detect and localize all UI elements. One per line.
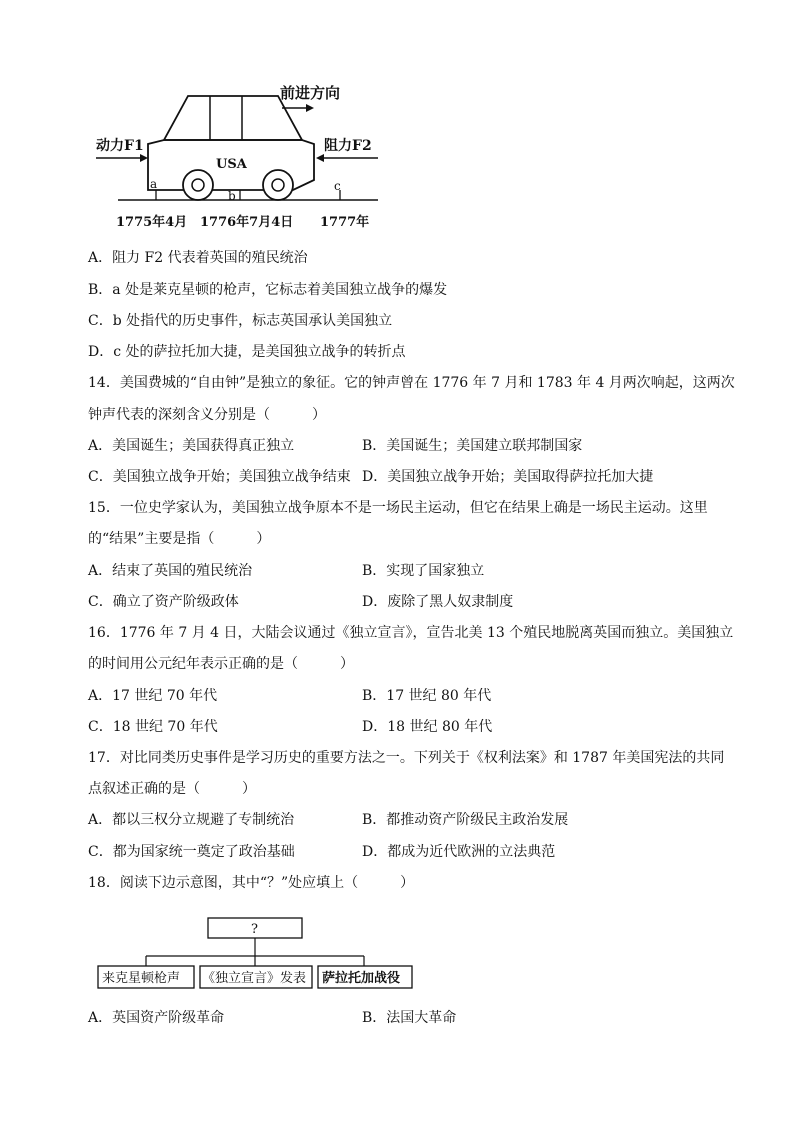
date-b-label: 1776年7月4日 (200, 215, 294, 230)
q17-stem-line2: 点叙述正确的是（ ） (88, 781, 256, 797)
q15-stem-line1: 15．一位史学家认为，美国独立战争原本不是一场民主运动，但它在结果上确是一场民主运动。这里 (88, 500, 708, 516)
q13-option-d: D．c 处的萨拉托加大捷，是美国独立战争的转折点 (88, 344, 406, 360)
q17-option-a: A．都以三权分立规避了专制统治 (88, 812, 295, 828)
q14-option-a: A．美国诞生；美国获得真正独立 (88, 438, 295, 454)
q18-box-1-label: 来克星顿枪声 (102, 971, 181, 986)
q17-stem-line1: 17．对比同类历史事件是学习历史的重要方法之一。下列关于《权利法案》和 1787 年美国宪法的共同 (88, 750, 725, 766)
date-c-label: 1777年 (320, 215, 370, 230)
force-f2-label: 阻力F2 (324, 138, 372, 154)
point-a-label: a (150, 177, 158, 191)
car-roof (164, 96, 302, 140)
q16-stem-line2: 的时间用公元纪年表示正确的是（ ） (88, 656, 354, 672)
q18-stem: 18．阅读下边示意图，其中“？”处应填上（ ） (88, 875, 415, 891)
force-f1-label: 动力F1 (96, 138, 144, 154)
q17-option-b: B．都推动资产阶级民主政治发展 (362, 812, 569, 828)
q18-box-2-label: 《独立宣言》发表 (202, 971, 307, 986)
q14-option-c: C．美国独立战争开始；美国独立战争结束 (88, 469, 351, 485)
q14-stem-line2: 钟声代表的深刻含义分别是（ ） (88, 407, 326, 423)
q16-option-c: C．18 世纪 70 年代 (88, 719, 218, 735)
q15-stem-line2: 的“结果”主要是指（ ） (88, 531, 271, 547)
date-a-label: 1775年4月 (116, 215, 188, 230)
q18-diagram (96, 912, 426, 992)
q16-option-d: D．18 世纪 80 年代 (362, 719, 493, 735)
direction-label: 前进方向 (280, 84, 341, 102)
q14-option-b: B．美国诞生；美国建立联邦制国家 (362, 438, 583, 454)
q16-option-b: B．17 世纪 80 年代 (362, 688, 492, 704)
q15-option-c: C．确立了资产阶级政体 (88, 594, 239, 610)
q15-option-a: A．结束了英国的殖民统治 (88, 563, 253, 579)
point-b-label: b (228, 189, 236, 203)
q18-option-a: A．英国资产阶级革命 (88, 1010, 225, 1026)
q15-option-b: B．实现了国家独立 (362, 563, 485, 579)
q13-option-c: C．b 处指代的历史事件，标志英国承认美国独立 (88, 313, 393, 329)
q18-box-3-label: 萨拉托加战役 (322, 971, 401, 986)
q14-option-d: D．美国独立战争开始；美国取得萨拉托加大捷 (362, 469, 654, 485)
q16-stem-line1: 16．1776 年 7 月 4 日，大陆会议通过《独立宣言》，宣告北美 13 个殖民地脱离英国而独立。美国独立 (88, 625, 734, 641)
q17-option-c: C．都为国家统一奠定了政治基础 (88, 844, 295, 860)
q18-option-b: B．法国大革命 (362, 1010, 457, 1026)
q18-top-box-label: ? (251, 922, 258, 937)
point-c-label: c (334, 179, 341, 193)
car-force-diagram (88, 78, 388, 238)
q13-option-b: B．a 处是莱克星顿的枪声，它标志着美国独立战争的爆发 (88, 282, 448, 298)
q17-option-d: D．都成为近代欧洲的立法典范 (362, 844, 556, 860)
car-wheel-left (183, 170, 213, 200)
car-wheel-right (263, 170, 293, 200)
q15-option-d: D．废除了黑人奴隶制度 (362, 594, 514, 610)
q14-stem-line1: 14．美国费城的“自由钟”是独立的象征。它的钟声曾在 1776 年 7 月和 1783 年 4 月两次响起，这两次 (88, 375, 735, 391)
q16-option-a: A．17 世纪 70 年代 (88, 688, 218, 704)
car-label: USA (216, 157, 247, 172)
q13-option-a: A．阻力 F2 代表着英国的殖民统治 (88, 250, 308, 266)
